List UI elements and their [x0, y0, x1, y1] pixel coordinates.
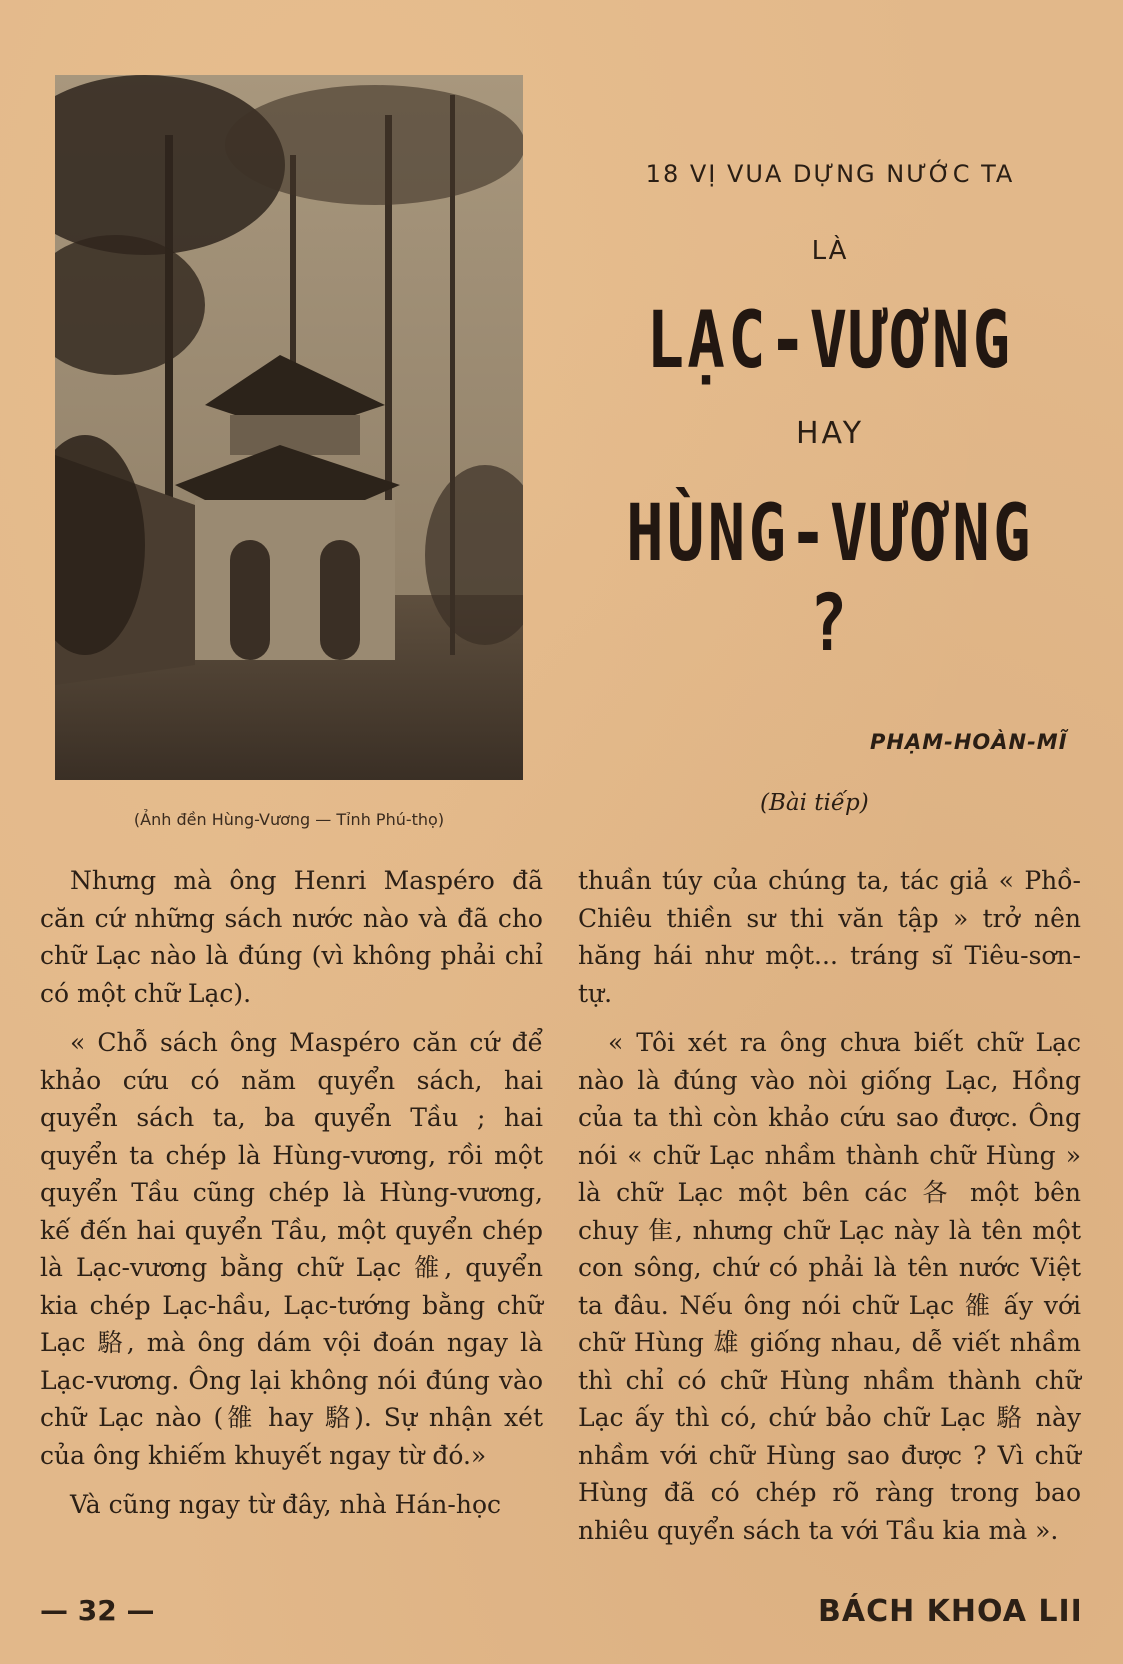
title-hung-vuong: HÙNG-VƯƠNG ? — [626, 489, 1034, 669]
temple-photo-illustration — [55, 75, 523, 780]
title-hay: HAY — [795, 416, 865, 451]
paragraph: « Tôi xét ra ông chưa biết chữ Lạc nào là đúng vào nòi giống Lạc, Hồng của ta thì còn khảo cứu sao được. Ông nói « chữ Lạc nhầm thành chữ Hùng » là chữ Lạc một bên các 各 một bên chuy 隹, nhưng chữ Lạc này là tên một con sông, chứ có phải là tên nước Việt ta đâu. Nếu ông nói chữ Lạc 雒 ấy với chữ Hùng 雄 giống nhau, dễ viết nhầm thì chỉ có chữ Hùng nhầm thành chữ Lạc ấy thì có, chứ bảo chữ Lạc 駱 này nhầm với chữ Hùng sao được ? Vì chữ Hùng đã có chép rõ ràng trong bao nhiêu quyển sách ta với Tầu kia mà ». — [578, 1028, 1081, 1545]
journal-name: BÁCH KHOA LII — [818, 1594, 1083, 1629]
paragraph: Và cũng ngay từ đây, nhà Hán-học — [70, 1490, 502, 1519]
author-name: PHẠM-HOÀN-MĨ — [870, 730, 1068, 754]
paragraph: thuần túy của chúng ta, tác giả « Phồ-Chiêu thiền sư thi văn tập » trở nên hăng hái như một... tráng sĩ Tiêu-sơn-tự. — [578, 866, 1081, 1008]
paragraph: Nhưng mà ông Henri Maspéro đã căn cứ những sách nước nào và đã cho chữ Lạc nào là đúng (vì không phải chỉ có một chữ Lạc). — [40, 866, 543, 1008]
photo-caption: (Ảnh đền Hùng-Vương — Tỉnh Phú-thọ) — [133, 810, 445, 829]
paragraph: « Chỗ sách ông Maspéro căn cứ để khảo cứu có năm quyển sách, hai quyển sách ta, ba quyển Tầu ; hai quyển ta chép là Hùng-vương, rồi một quyển Tầu cũng chép là Hùng-vương, kế đến hai quyển Tầu, một quyển chép là Lạc-vương bằng chữ Lạc 雒, quyển kia chép Lạc-hầu, Lạc-tướng bằng chữ Lạc 駱, mà ông dám vội đoán ngay là Lạc-vương. Ông lại không nói đúng vào chữ Lạc nào (雒 hay 駱). Sự nhận xét của ông khiếm khuyết ngay từ đó.» — [40, 1028, 543, 1470]
article-subtitle: (Bài tiếp) — [760, 790, 869, 816]
page-number: — 32 — — [40, 1594, 155, 1627]
title-line-2: LÀ — [811, 236, 849, 266]
title-lac-vuong: LẠC-VƯƠNG — [646, 296, 1014, 386]
left-column — [40, 862, 543, 1536]
right-column — [578, 862, 1081, 1561]
temple-photo — [55, 75, 523, 780]
title-line-1: 18 VỊ VUA DỰNG NƯỚC TA — [645, 160, 1015, 188]
article-title — [570, 160, 1090, 669]
